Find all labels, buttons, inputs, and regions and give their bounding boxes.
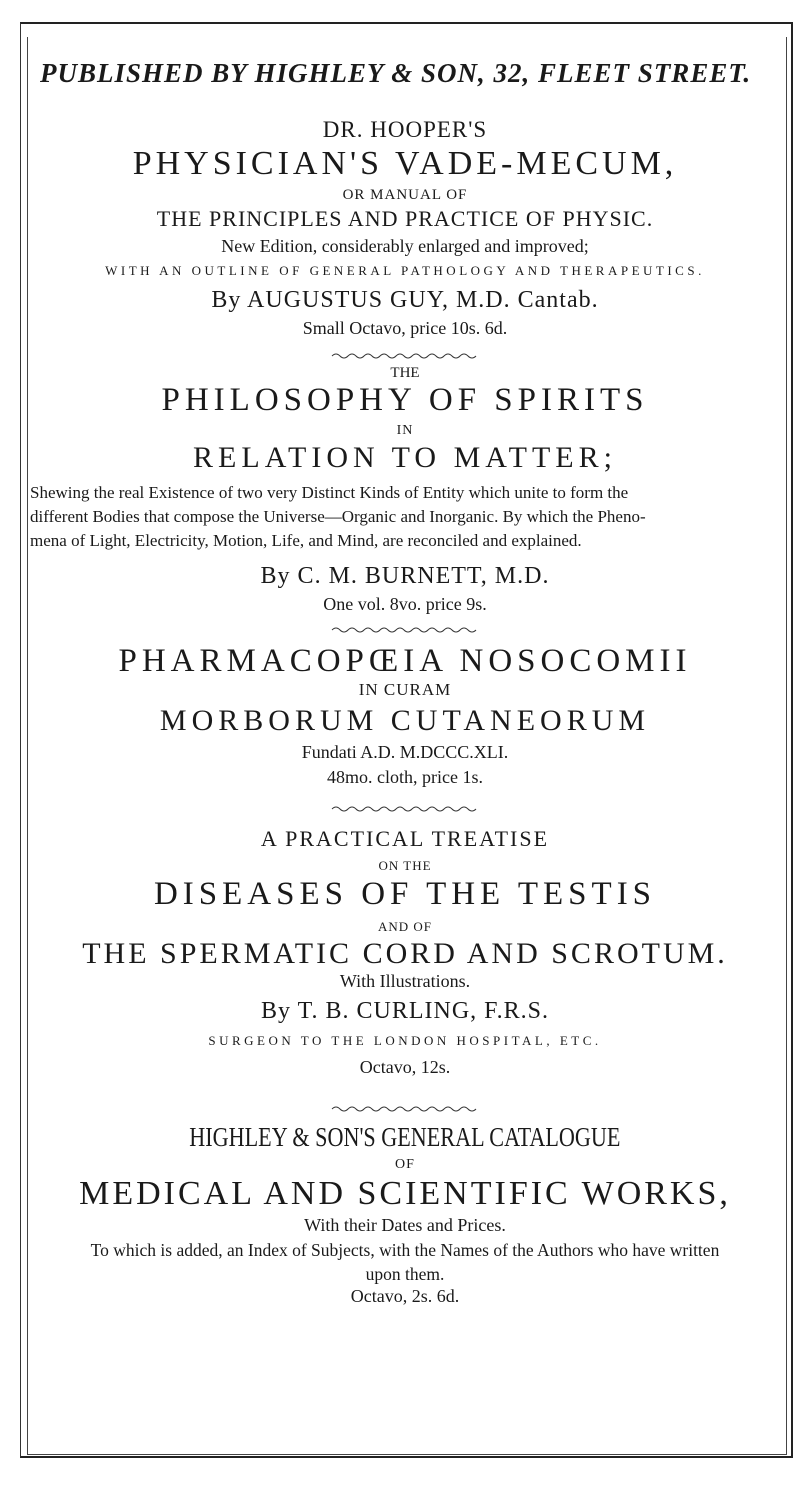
book2-description: [30, 481, 780, 553]
advertisement-page: [30, 40, 780, 1307]
book4-illustrations: With Illustrations.: [339, 971, 471, 991]
book5-description: [30, 1238, 780, 1286]
book4-and-of: AND OF: [377, 919, 433, 934]
ornamental-divider: [330, 623, 480, 637]
book2-title2: RELATION TO MATTER;: [193, 441, 617, 474]
book1-by: By AUGUSTUS GUY, M.D. Cantab.: [211, 287, 599, 313]
book3-title1: PHARMACOPŒIA NOSOCOMII: [118, 643, 692, 679]
book2-in: IN: [396, 423, 414, 438]
book5-title1: [30, 1122, 780, 1153]
book3-title2: MORBORUM CUTANEORUM: [159, 704, 651, 737]
book3-in-curam: IN CURAM: [358, 680, 452, 699]
book4-price: Octavo, 12s.: [359, 1057, 451, 1077]
book5-description-line2: upon them.: [365, 1264, 445, 1284]
book4-by: By T. B. CURLING, F.R.S.: [261, 998, 549, 1024]
book5-price: Octavo, 2s. 6d.: [350, 1286, 460, 1306]
book-listing-curling: [30, 826, 780, 1116]
book-listing-burnett: [30, 365, 780, 637]
book2-the: THE: [390, 365, 420, 381]
book3-fundati: Fundati A.D. M.DCCC.XLI.: [301, 742, 509, 762]
ornamental-divider: [330, 1102, 480, 1116]
book5-title1-text: HIGHLEY & SON'S GENERAL CATALOGUE: [189, 1122, 621, 1152]
book1-title: PHYSICIAN'S VADE-MECUM,: [132, 145, 678, 182]
book-listing-catalogue: [30, 1122, 780, 1307]
ornamental-divider: [330, 802, 480, 816]
book4-title2: THE SPERMATIC CORD AND SCROTUM.: [82, 937, 728, 970]
publisher-header: PUBLISHED BY HIGHLEY & SON, 32, FLEET STREET.: [40, 58, 752, 88]
book4-pre: A PRACTICAL TREATISE: [260, 826, 550, 851]
book2-by: By C. M. BURNETT, M.D.: [260, 563, 550, 589]
book5-of: OF: [395, 1157, 415, 1172]
book1-subtitle: THE PRINCIPLES AND PRACTICE OF PHYSIC.: [156, 206, 654, 231]
ornamental-divider: [330, 349, 480, 363]
book2-description-line3: mena of Light, Electricity, Motion, Life, and Mind, are reconciled and explained.: [30, 531, 582, 550]
book5-title2: MEDICAL AND SCIENTIFIC WORKS,: [79, 1175, 731, 1212]
book5-description-line1: To which is added, an Index of Subjects, with the Names of the Authors who have written: [90, 1240, 720, 1260]
book2-description-line2: different Bodies that compose the Universe—Organic and Inorganic. By which the Pheno-: [30, 507, 646, 526]
book1-edition: New Edition, considerably enlarged and improved;: [221, 236, 589, 256]
book4-on-the: ON THE: [378, 858, 432, 873]
book-listing-hooper: [30, 117, 780, 363]
book2-description-line1: Shewing the real Existence of two very Distinct Kinds of Entity which unite to form the: [30, 483, 629, 502]
book4-title1: DISEASES OF THE TESTIS: [153, 876, 657, 912]
book1-subtitle-or: OR MANUAL OF: [342, 187, 468, 203]
book3-price: 48mo. cloth, price 1s.: [327, 767, 483, 787]
book-listing-pharmacopoeia: [30, 643, 780, 816]
book4-position: SURGEON TO THE LONDON HOSPITAL, ETC.: [208, 1033, 602, 1048]
book5-dates: With their Dates and Prices.: [304, 1215, 506, 1235]
book1-price: Small Octavo, price 10s. 6d.: [302, 318, 508, 338]
book2-price: One vol. 8vo. price 9s.: [323, 594, 487, 614]
book2-title1: PHILOSOPHY OF SPIRITS: [161, 382, 649, 418]
book1-author-name: DR. HOOPER'S: [322, 117, 488, 142]
book1-outline: WITH AN OUTLINE OF GENERAL PATHOLOGY AND THERAPEUTICS.: [105, 263, 705, 278]
